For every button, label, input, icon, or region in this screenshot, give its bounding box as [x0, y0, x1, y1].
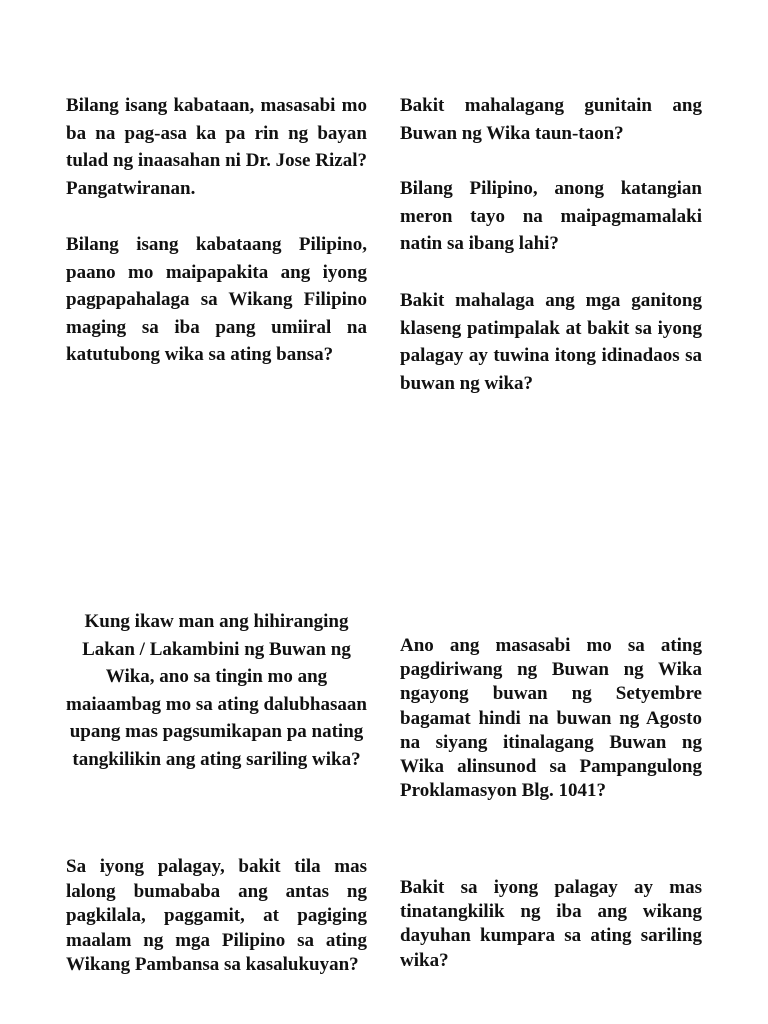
question-block	[400, 175, 702, 258]
question-block	[400, 634, 702, 803]
question-text: Kung ikaw man ang hihiranging Lakan / Lakambini ng Buwan ng Wika, ano sa tingin mo ang maiaambag mo sa ating dalubhasaan upang mas pagsumikapan pa nating tangkilikin ang ating sariling wika?	[66, 611, 367, 770]
question-block	[400, 876, 702, 973]
question-block	[400, 287, 702, 397]
question-block	[66, 855, 367, 978]
question-block	[66, 92, 367, 202]
question-text: Ano ang masasabi mo sa ating pagdiriwang ng Buwan ng Wika ngayong buwan ng Setyembre bagamat hindi na buwan ng Agosto na siyang itinalagang Buwan ng Wika alinsunod sa Pampangulong Proklamasyon Blg. 1041?	[400, 635, 702, 802]
question-text: Sa iyong palagay, bakit tila mas lalong bumababa ang antas ng pagkilala, paggamit, at pagiging maalam ng mga Pilipino sa ating Wikang Pambansa sa kasalukuyan?	[66, 856, 367, 976]
question-block	[400, 92, 702, 147]
question-block	[66, 608, 367, 774]
question-text: Bilang isang kabataang Pilipino, paano mo maipapakita ang iyong pagpapahalaga sa Wikang Filipino maging sa iba pang umiiral na katutubong wika sa ating bansa?	[66, 234, 367, 366]
question-text: Bilang isang kabataan, masasabi mo ba na pag-asa ka pa rin ng bayan tulad ng inaasahan ni Dr. Jose Rizal? Pangatwiranan.	[66, 95, 367, 199]
question-text: Bakit mahalaga ang mga ganitong klaseng patimpalak at bakit sa iyong palagay ay tuwina itong idinadaos sa buwan ng wika?	[400, 290, 702, 394]
question-text: Bakit sa iyong palagay ay mas tinatangkilik ng iba ang wikang dayuhan kumpara sa ating sariling wika?	[400, 877, 702, 971]
question-text: Bilang Pilipino, anong katangian meron tayo na maipagmamalaki natin sa ibang lahi?	[400, 178, 702, 255]
question-text: Bakit mahalagang gunitain ang Buwan ng Wika taun-taon?	[400, 95, 702, 144]
question-block	[66, 231, 367, 369]
